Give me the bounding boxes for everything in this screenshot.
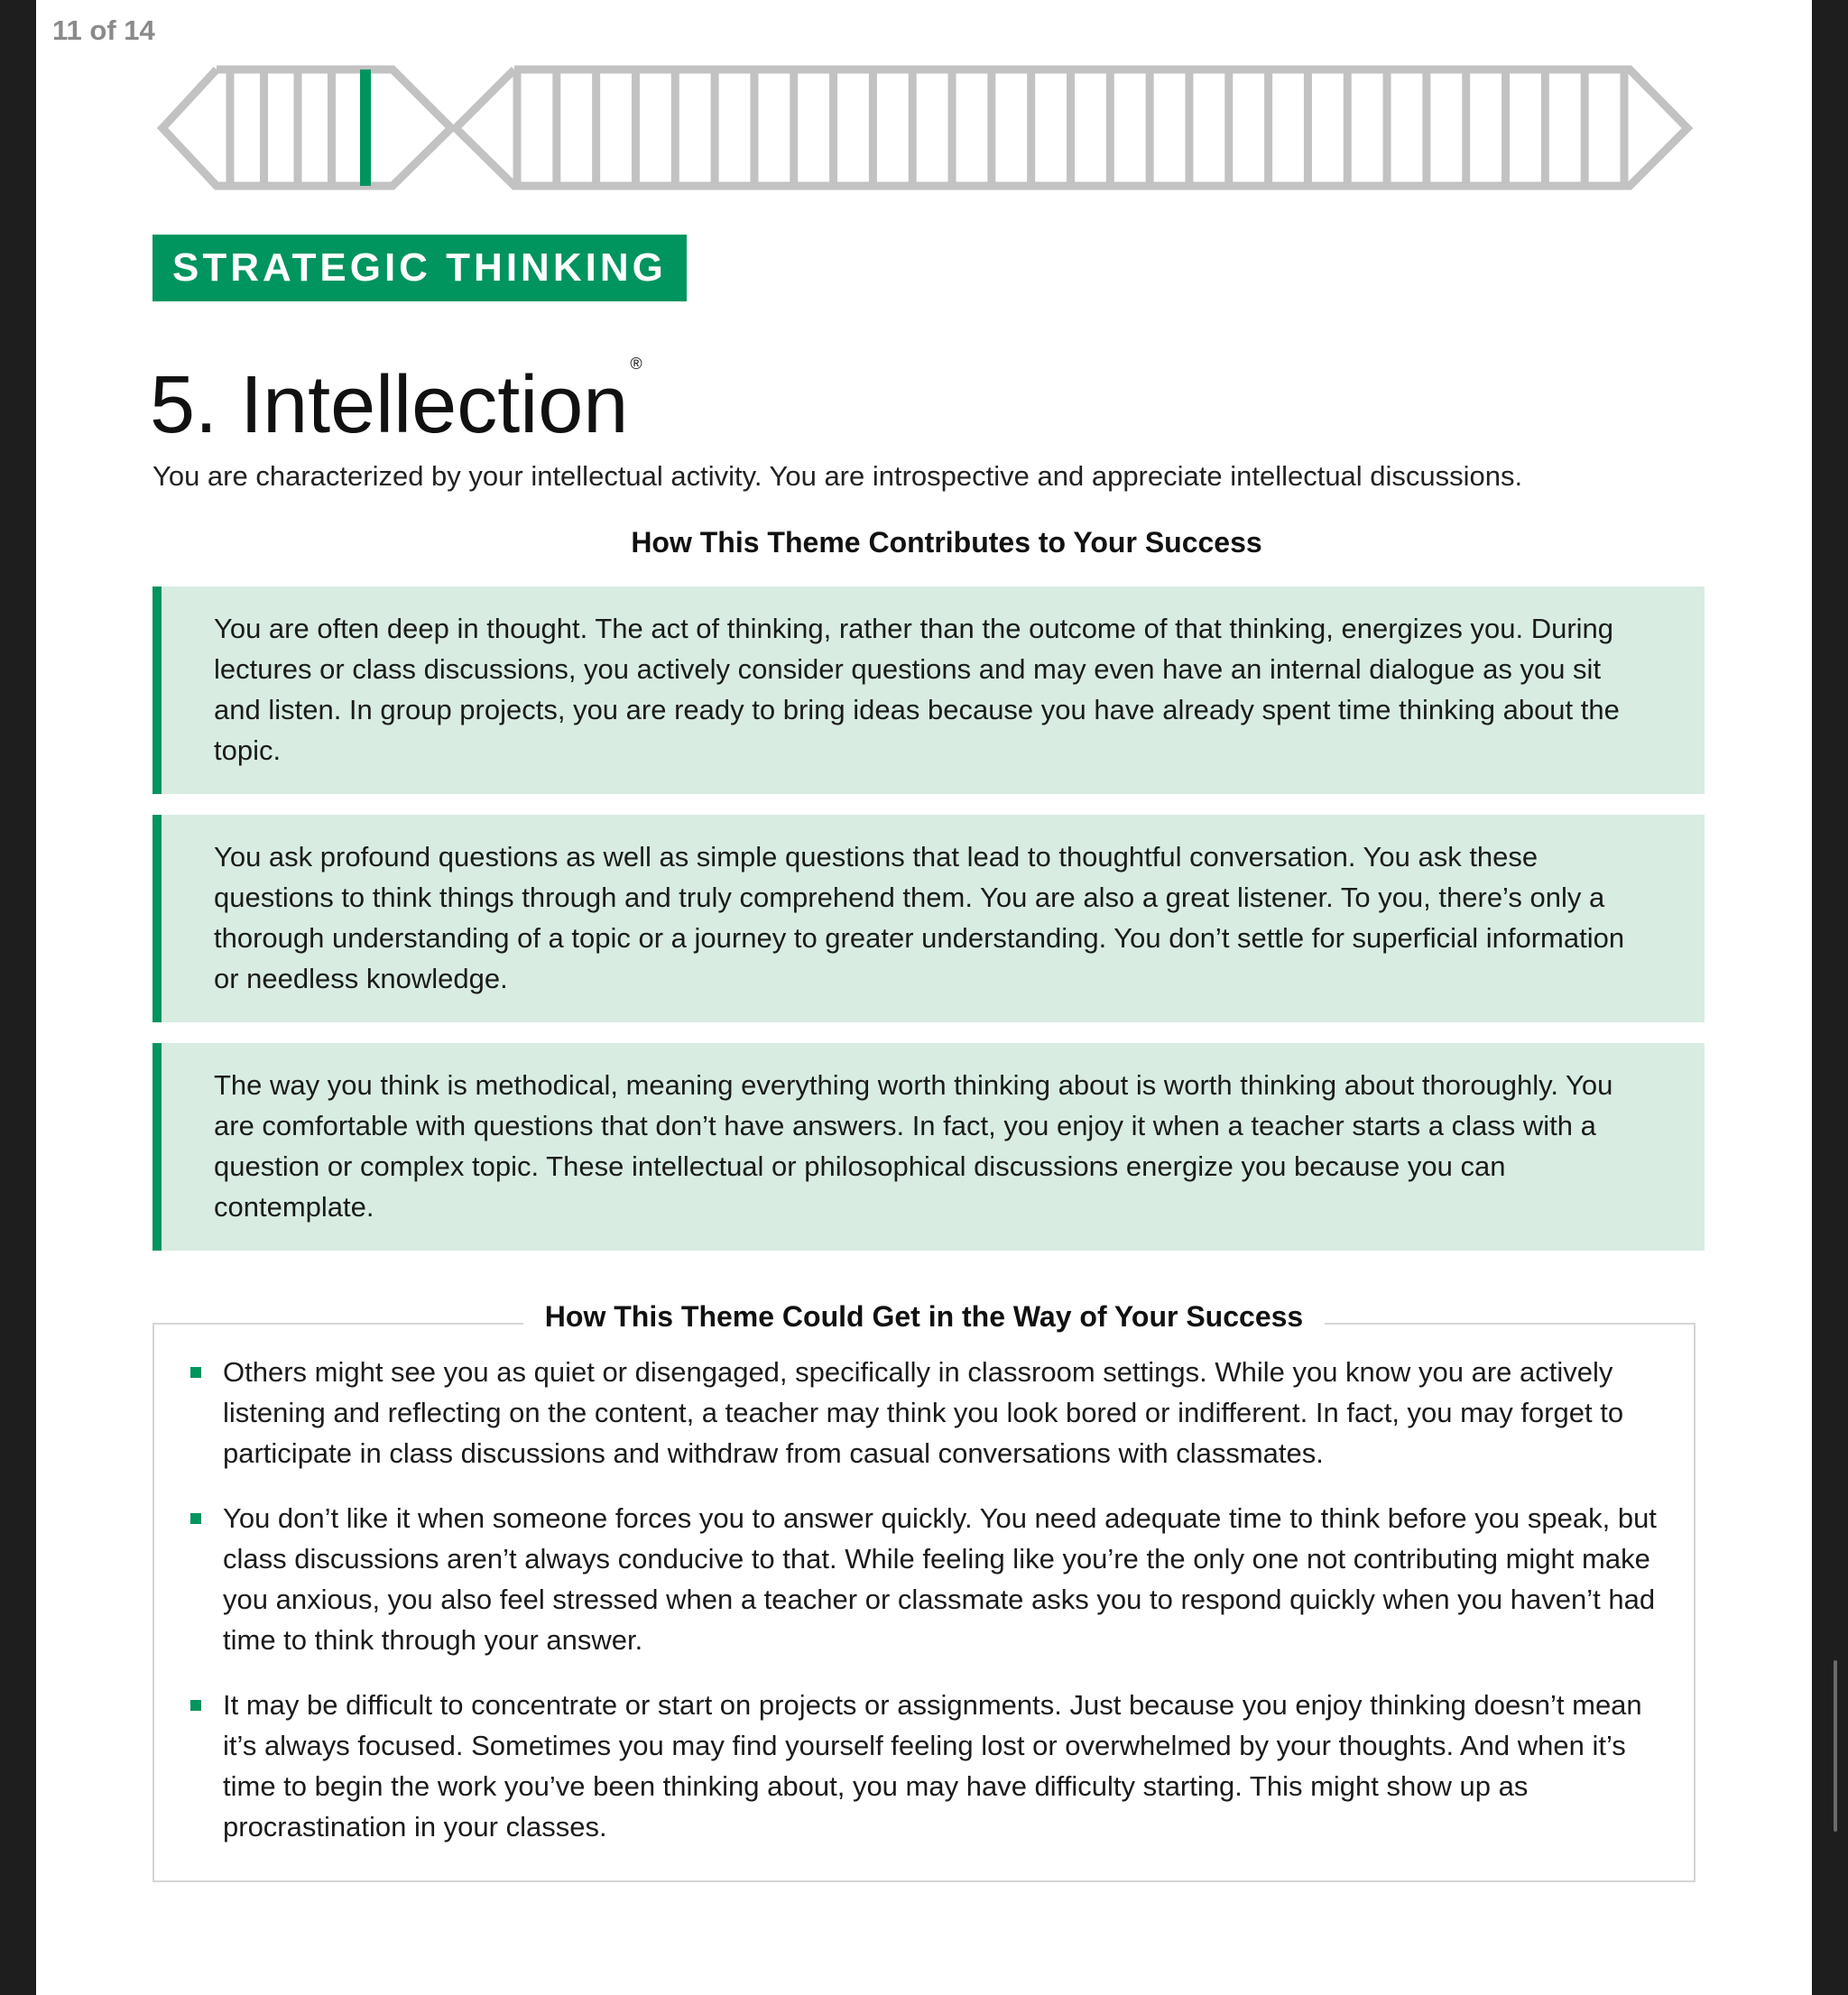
list-item-text: You don’t like it when someone forces you to answer quickly. You need adequate time to think before you speak, but class discussions aren’t always conducive to that. While feeling like you’re the only one not contributing might make you anxious, you also feel stressed when a teacher or classmate asks you to respond quickly when you haven’t had time to think through your answer. — [223, 1502, 1657, 1656]
page-counter: 11 of 14 — [52, 14, 155, 46]
obstacle-heading-wrap — [154, 1300, 1694, 1334]
bullet-icon — [190, 1700, 201, 1711]
list-item-text: Others might see you as quiet or disengaged, specifically in classroom settings. While you know you are actively listening and reflecting on the content, a teacher may think you look bored or indifferent. In fact, you may forget to participate in class discussions and withdraw from casual conversations with classmates. — [223, 1356, 1624, 1469]
list-item-text: It may be difficult to concentrate or start on projects or assignments. Just because you enjoy thinking doesn’t mean it’s always focused. Sometimes you may find yourself feeling lost or overwhelmed by your thoughts. And when it’s time to begin the work you’ve been thinking about, you may have difficulty starting. This might show up as procrastination in your classes. — [223, 1689, 1642, 1843]
intro-text: You are characterized by your intellectual activity. You are introspective and appreciate intellectual discussions. — [152, 460, 1523, 492]
domain-tag: STRATEGIC THINKING — [152, 235, 687, 301]
document-page — [36, 0, 1812, 1995]
obstacle-box — [152, 1300, 1696, 1882]
success-callout: The way you think is methodical, meaning everything worth thinking about is worth thinking about thoroughly. You are comfortable with questions that don’t have answers. In fact, you enjoy it when a teacher starts a class with a question or complex topic. These intellectual or philosophical discussions energize you because you can contemplate. — [152, 1043, 1705, 1251]
success-callout: You ask profound questions as well as simple questions that lead to thoughtful conversation. You ask these questions to think things through and truly comprehend them. You are also a great listener. To you, there’s only a thorough understanding of a topic or a journey to greater understanding. You don’t settle for superficial information or needless knowledge. — [152, 815, 1705, 1022]
page-title — [150, 314, 642, 455]
success-callout: You are often deep in thought. The act of thinking, rather than the outcome of that thinking, energizes you. During lectures or class discussions, you actively consider questions and may even have an internal dialogue as you sit and listen. In group projects, you are ready to bring ideas because you have already spent time thinking about the topic. — [152, 586, 1705, 794]
registered-mark: ® — [630, 355, 642, 373]
scrollbar-thumb[interactable] — [1834, 1660, 1837, 1832]
list-item — [190, 1498, 1658, 1660]
ribbon-left-outline — [162, 69, 451, 186]
success-heading: How This Theme Contributes to Your Success — [631, 526, 1262, 559]
list-item — [190, 1352, 1658, 1473]
bullet-icon — [190, 1513, 201, 1524]
bullet-icon — [190, 1367, 201, 1378]
list-item — [190, 1685, 1658, 1847]
obstacle-list — [190, 1352, 1658, 1871]
obstacle-heading: How This Theme Could Get in the Way of Your Success — [523, 1300, 1325, 1333]
theme-ribbon-graphic — [36, 0, 1812, 199]
title-text: 5. Intellection — [150, 360, 629, 450]
